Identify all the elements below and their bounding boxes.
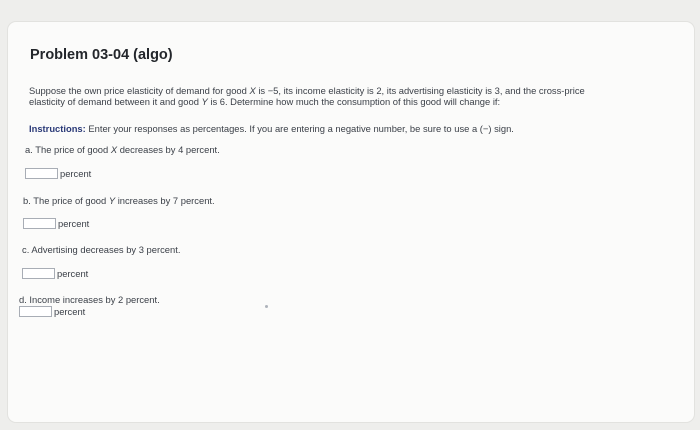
variable-x: X [249, 85, 256, 96]
variable-y: Y [201, 95, 208, 107]
question-text [29, 86, 684, 107]
item-a-text: a. The price of good X decreases by 4 percent. [25, 144, 220, 155]
item-a-answer-input[interactable] [25, 168, 58, 179]
item-a-answer-row [25, 168, 91, 179]
item-d-answer-input[interactable] [19, 306, 52, 317]
item-d-answer-row [19, 306, 85, 317]
variable-x: X [110, 144, 118, 155]
item-a-unit: percent [60, 168, 92, 179]
item-d-text: d. Income increases by 2 percent. [19, 294, 160, 305]
question-line-1: Suppose the own price elasticity of demand for good X is −5, its income elasticity is 2, its advertising elasticity is 3, and the cross-price [29, 85, 585, 96]
item-d-unit: percent [54, 306, 86, 317]
problem-card [8, 22, 694, 422]
instructions-text: Enter your responses as percentages. If you are entering a negative number, be sure to use a (−) sign. [85, 123, 514, 134]
decorative-dot [265, 305, 268, 308]
problem-title: Problem 03-04 (algo) [30, 47, 173, 63]
question-line-2: elasticity of demand between it and good Y is 6. Determine how much the consumption of this good will change if: [29, 95, 501, 107]
item-b-answer-row [23, 218, 89, 229]
item-c-answer-input[interactable] [22, 268, 55, 279]
item-c-answer-row [22, 268, 88, 279]
instructions [29, 123, 514, 134]
item-b-answer-input[interactable] [23, 218, 56, 229]
item-c-unit: percent [57, 268, 89, 279]
variable-y: Y [108, 195, 116, 206]
item-c-text: c. Advertising decreases by 3 percent. [22, 244, 181, 255]
instructions-label: Instructions: [29, 123, 86, 134]
item-b-text: b. The price of good Y increases by 7 percent. [23, 195, 215, 206]
item-b-unit: percent [58, 218, 90, 229]
